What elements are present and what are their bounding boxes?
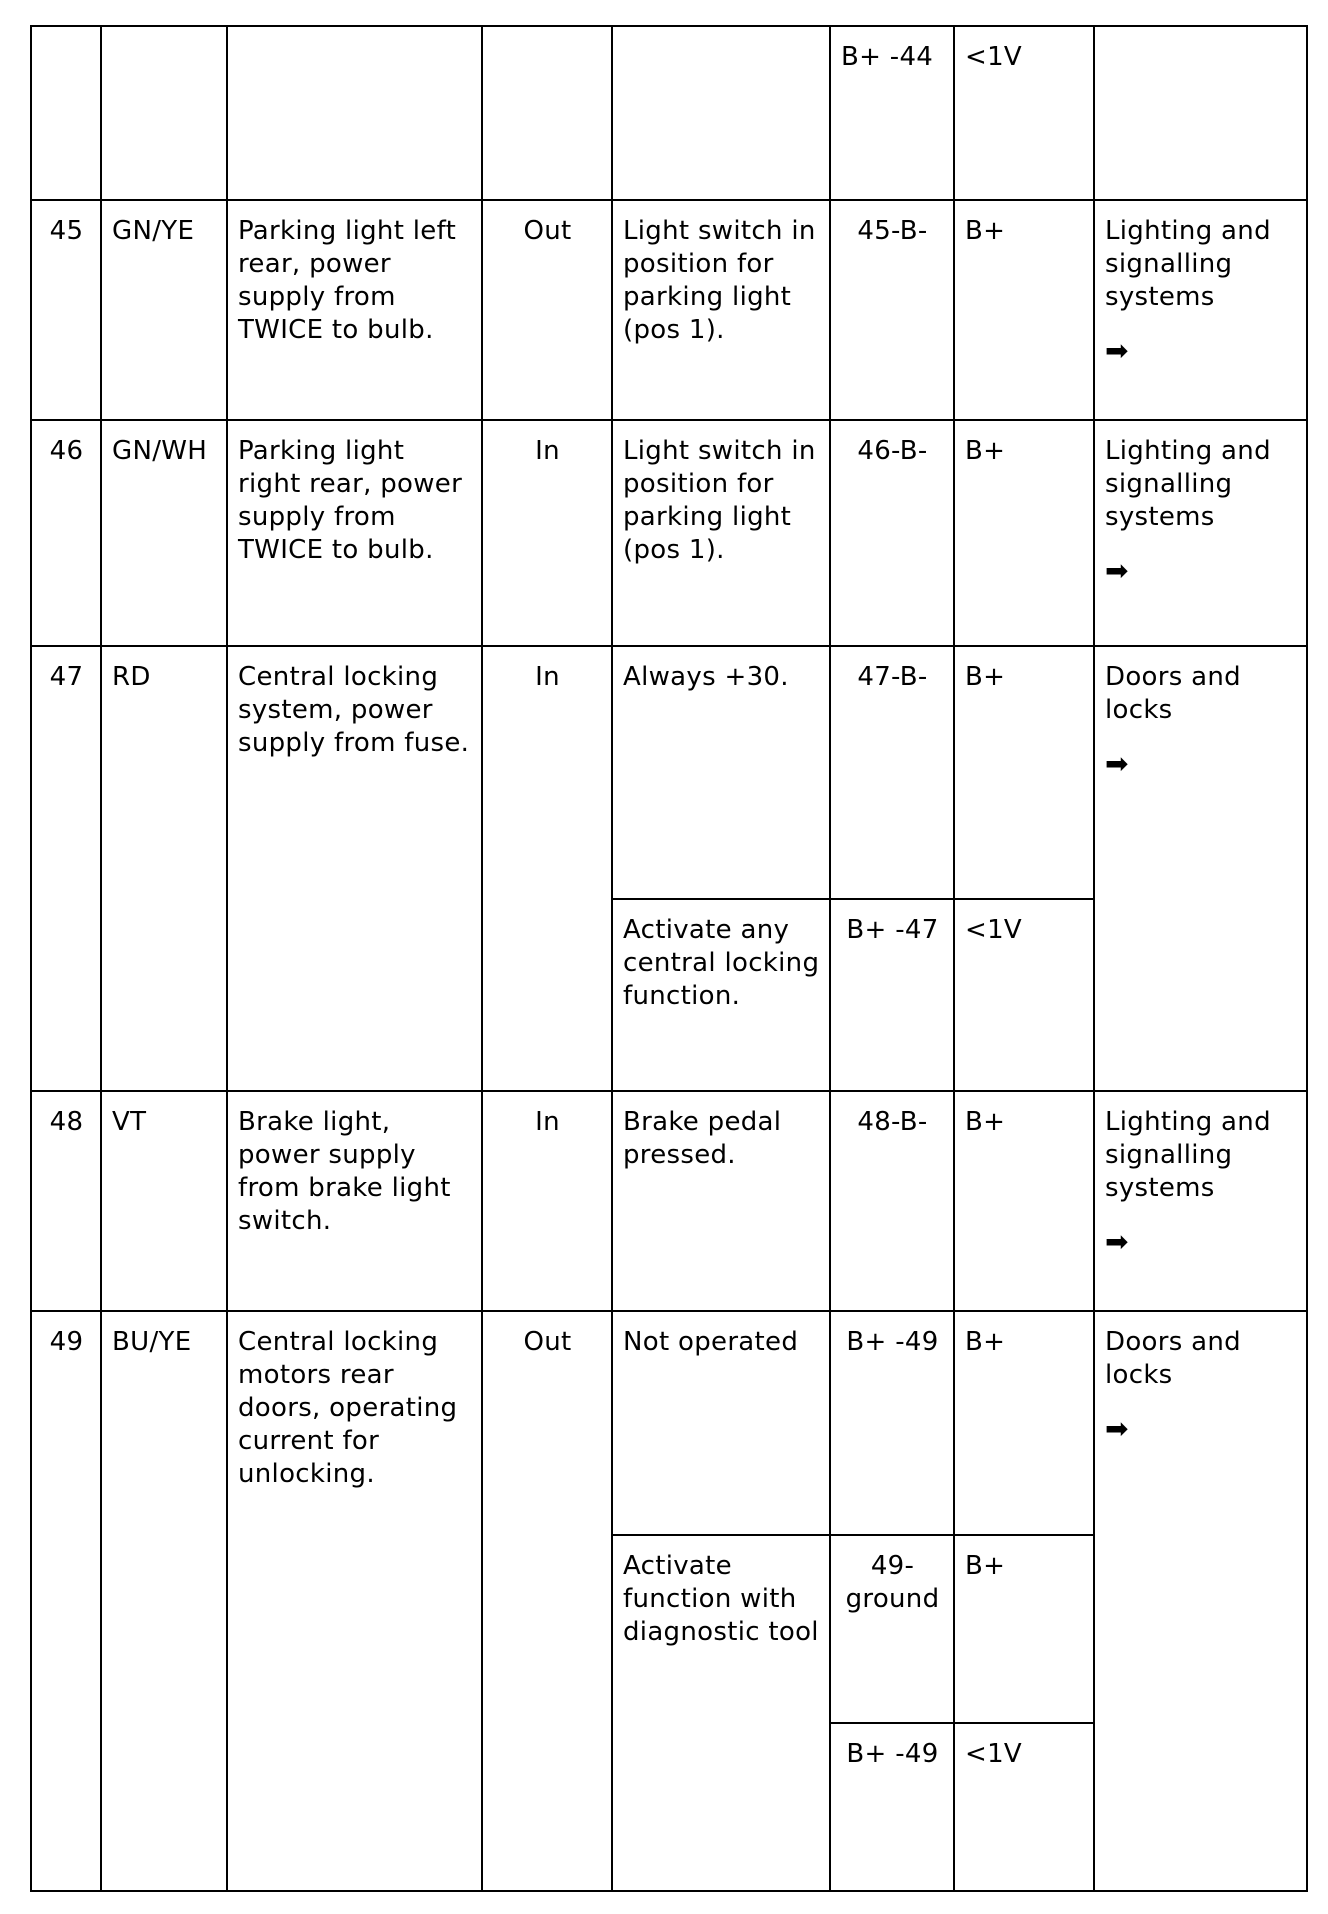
- table-row-47: [31, 646, 1307, 899]
- pin-number-cell: [31, 26, 101, 200]
- measure-cell: 48-B-: [830, 1091, 954, 1311]
- reference-text: Lighting and signalling systems: [1105, 1107, 1271, 1203]
- table-row-48: [31, 1091, 1307, 1311]
- arrow-right-icon[interactable]: ➡: [1105, 747, 1129, 780]
- pin-number-cell: 46: [31, 420, 101, 646]
- condition-cell: Activate any central locking function.: [612, 899, 830, 1091]
- value-cell: <1V: [954, 1723, 1094, 1891]
- reference-text: Doors and locks: [1105, 662, 1241, 725]
- value-cell: B+: [954, 1535, 1094, 1723]
- direction-cell: In: [482, 646, 612, 1091]
- value-cell: B+: [954, 646, 1094, 899]
- measure-cell: B+ -49: [830, 1723, 954, 1891]
- pin-number-cell: 49: [31, 1311, 101, 1891]
- measure-cell: B+ -49: [830, 1311, 954, 1535]
- measure-cell: B+ -44: [830, 26, 954, 200]
- pin-number-cell: 48: [31, 1091, 101, 1311]
- direction-cell: In: [482, 420, 612, 646]
- wire-color-cell: RD: [101, 646, 227, 1091]
- reference-text: Lighting and signalling systems: [1105, 216, 1271, 312]
- condition-cell: Not operated: [612, 1311, 830, 1535]
- description-cell: [227, 26, 482, 200]
- table-row-46: [31, 420, 1307, 646]
- reference-cell: [1094, 420, 1307, 646]
- arrow-right-icon[interactable]: ➡: [1105, 1225, 1129, 1258]
- arrow-right-icon[interactable]: ➡: [1105, 1412, 1129, 1445]
- pin-number-cell: 47: [31, 646, 101, 1091]
- reference-text: Doors and locks: [1105, 1327, 1241, 1390]
- pin-number-cell: 45: [31, 200, 101, 420]
- value-cell: <1V: [954, 26, 1094, 200]
- description-cell: Parking light right rear, power supply from TWICE to bulb.: [227, 420, 482, 646]
- direction-cell: [482, 26, 612, 200]
- direction-cell: Out: [482, 200, 612, 420]
- measure-cell: 45-B-: [830, 200, 954, 420]
- pin-table: [30, 25, 1308, 1892]
- table-row-45: [31, 200, 1307, 420]
- measure-cell: 47-B-: [830, 646, 954, 899]
- condition-cell: Light switch in position for parking light (pos 1).: [612, 420, 830, 646]
- table-row-49: [31, 1311, 1307, 1535]
- reference-cell: [1094, 646, 1307, 1091]
- direction-cell: In: [482, 1091, 612, 1311]
- condition-cell: Light switch in position for parking light (pos 1).: [612, 200, 830, 420]
- condition-cell: [612, 26, 830, 200]
- wire-color-cell: BU/YE: [101, 1311, 227, 1891]
- pin-table-container: [30, 25, 1306, 1890]
- condition-cell: Brake pedal pressed.: [612, 1091, 830, 1311]
- reference-cell: [1094, 26, 1307, 200]
- description-cell: Central locking system, power supply from fuse.: [227, 646, 482, 1091]
- reference-cell: [1094, 1311, 1307, 1891]
- description-cell: Parking light left rear, power supply from TWICE to bulb.: [227, 200, 482, 420]
- reference-cell: [1094, 1091, 1307, 1311]
- description-cell: Central locking motors rear doors, operating current for unlocking.: [227, 1311, 482, 1891]
- wire-color-cell: [101, 26, 227, 200]
- reference-text: Lighting and signalling systems: [1105, 436, 1271, 532]
- measure-cell: 46-B-: [830, 420, 954, 646]
- measure-cell: B+ -47: [830, 899, 954, 1091]
- reference-cell: [1094, 200, 1307, 420]
- wire-color-cell: VT: [101, 1091, 227, 1311]
- value-cell: B+: [954, 200, 1094, 420]
- wire-color-cell: GN/YE: [101, 200, 227, 420]
- condition-cell: Always +30.: [612, 646, 830, 899]
- value-cell: B+: [954, 1091, 1094, 1311]
- arrow-right-icon[interactable]: ➡: [1105, 554, 1129, 587]
- direction-cell: Out: [482, 1311, 612, 1891]
- table-row-44: [31, 26, 1307, 200]
- value-cell: B+: [954, 420, 1094, 646]
- value-cell: B+: [954, 1311, 1094, 1535]
- condition-cell: Activate function with diagnostic tool: [612, 1535, 830, 1891]
- arrow-right-icon[interactable]: ➡: [1105, 334, 1129, 367]
- description-cell: Brake light, power supply from brake light switch.: [227, 1091, 482, 1311]
- value-cell: <1V: [954, 899, 1094, 1091]
- wire-color-cell: GN/WH: [101, 420, 227, 646]
- measure-cell: 49-ground: [830, 1535, 954, 1723]
